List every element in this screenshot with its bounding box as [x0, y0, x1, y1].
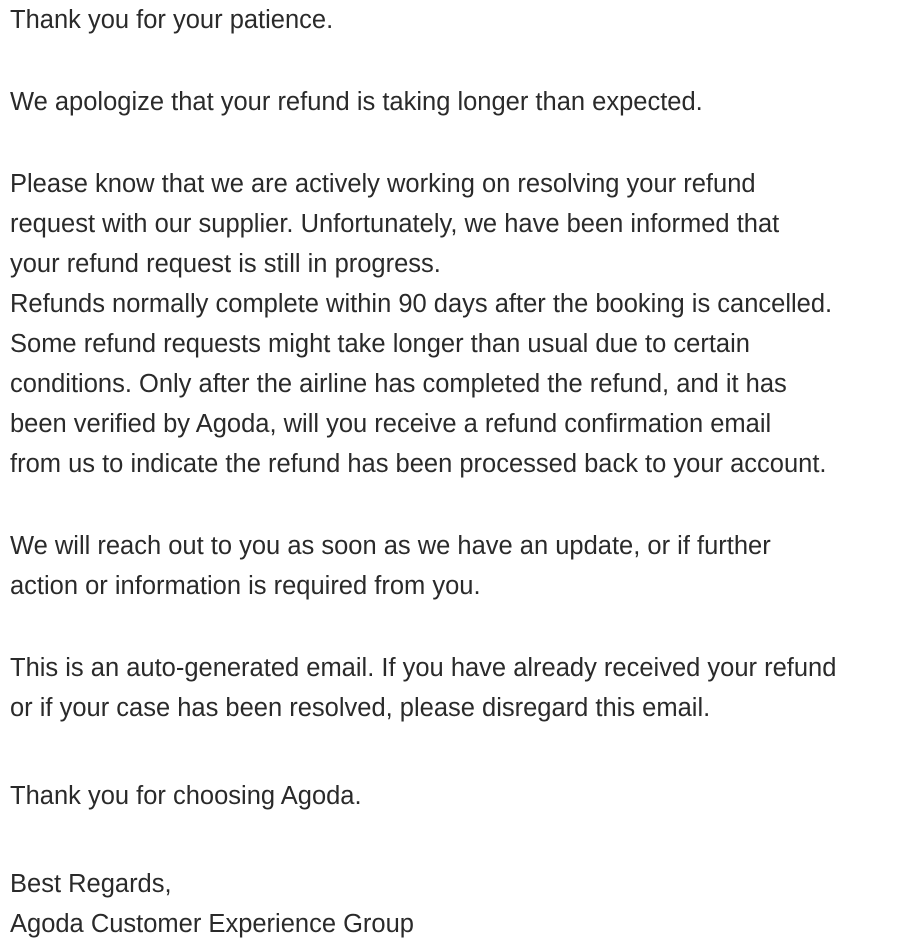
paragraph-line: Refunds normally complete within 90 days after the booking is cancelled. — [10, 290, 833, 318]
email-body — [10, 0, 910, 944]
paragraph-line: request with our supplier. Unfortunately, we have been informed that — [10, 210, 780, 238]
paragraph-line: from us to indicate the refund has been processed back to your account. — [10, 450, 827, 478]
paragraph-line: action or information is required from you. — [10, 572, 481, 600]
auto-generated-notice — [10, 648, 910, 728]
paragraph-line: We will reach out to you as soon as we have an update, or if further — [10, 532, 771, 560]
paragraph-line: been verified by Agoda, will you receive a refund confirmation email — [10, 410, 772, 438]
refund-timeline-paragraph — [10, 284, 910, 484]
paragraph-line: conditions. Only after the airline has completed the refund, and it has — [10, 370, 787, 398]
signature: Agoda Customer Experience Group — [10, 910, 414, 938]
paragraph-line: This is an auto-generated email. If you have already received your refund — [10, 654, 837, 682]
greeting-text: Thank you for your patience. — [10, 6, 334, 34]
closing-thanks: Thank you for choosing Agoda. — [10, 782, 362, 810]
progress-paragraph — [10, 164, 910, 284]
follow-up-paragraph — [10, 526, 910, 606]
sign-off: Best Regards, — [10, 870, 172, 898]
paragraph-line: Please know that we are actively working on resolving your refund — [10, 170, 756, 198]
paragraph-line: or if your case has been resolved, please disregard this email. — [10, 694, 711, 722]
apology-text: We apologize that your refund is taking longer than expected. — [10, 88, 703, 116]
paragraph-line: Some refund requests might take longer than usual due to certain — [10, 330, 750, 358]
paragraph-line: your refund request is still in progress. — [10, 250, 441, 278]
